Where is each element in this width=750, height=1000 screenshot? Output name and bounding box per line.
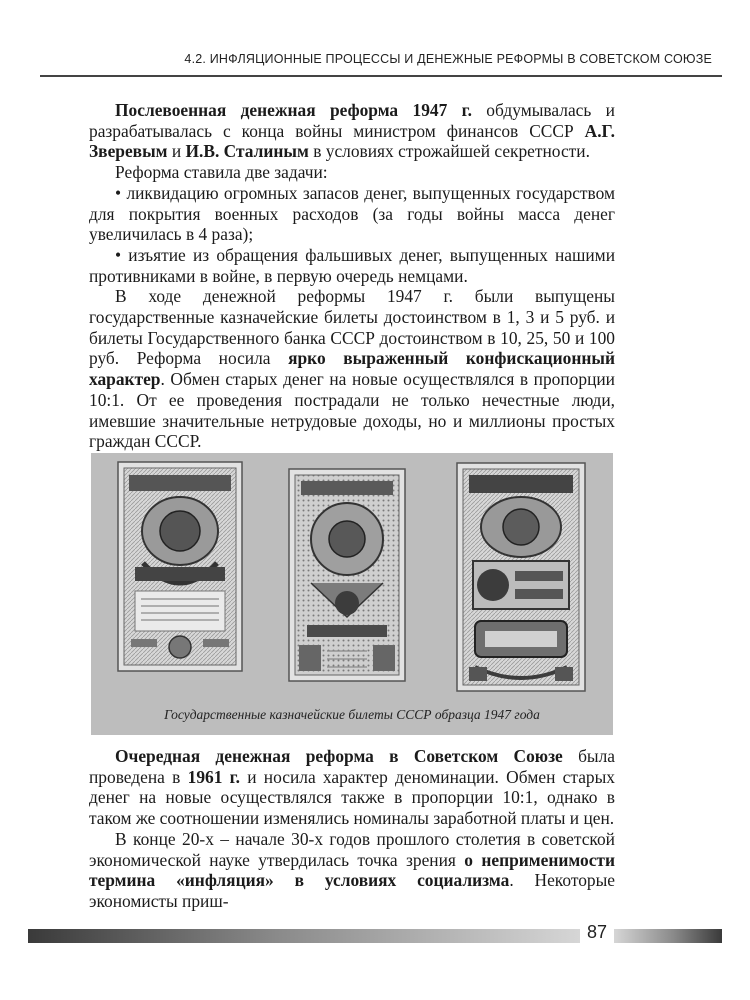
text-block-bottom	[89, 746, 615, 912]
paragraph-reform-1961	[89, 746, 615, 829]
text-run: и носила характер деноминации. Обмен старых денег на новые осуществлялся также в пропорции 10:1, однако в таком же соотношении изменялись номиналы заработной платы и цен.	[89, 766, 615, 829]
bold-phrase: А.Г. Зверевым	[89, 120, 615, 162]
page-number: 87	[586, 922, 608, 942]
bold-phrase: Послевоенная денежная реформа 1947 г.	[115, 100, 472, 120]
bold-phrase: ярко выраженный конфискационный характер	[89, 348, 615, 390]
banknotes-figure	[91, 453, 613, 735]
paragraph-inflation-term	[89, 829, 615, 912]
text-block-top	[89, 100, 615, 452]
footer-bar-right	[614, 929, 722, 943]
text-run: • изъятие из обращения фальшивых денег, выпущенных нашими противниками в войне, в первую очередь немцами.	[89, 244, 615, 286]
paragraph-banknotes	[89, 286, 615, 452]
text-run: и	[167, 141, 186, 162]
figure-caption: Государственные казначейские билеты СССР образца 1947 года	[164, 707, 540, 722]
text-run: обдумывалась и разрабатывалась с конца войны министром финансов СССР	[89, 100, 615, 141]
bold-phrase: И.В. Сталиным	[185, 141, 309, 162]
text-run: . Некоторые экономисты приш-	[89, 870, 615, 911]
bold-phrase: о неприменимости термина «инфляция» в условиях социализма	[89, 849, 615, 891]
paragraph-task-2	[89, 245, 615, 286]
text-run: Реформа ставила две задачи:	[115, 162, 328, 183]
text-run: • ликвидацию огромных запасов денег, выпущенных государством для покрытия военных расходов (за годы войны масса денег увеличилась в 4 раза);	[89, 182, 615, 245]
running-head: 4.2. ИНФЛЯЦИОННЫЕ ПРОЦЕССЫ И ДЕНЕЖНЫЕ РЕФОРМЫ В СОВЕТСКОМ СОЮЗЕ	[184, 52, 712, 66]
text-run: была проведена в	[89, 746, 615, 787]
paragraph-tasks	[89, 162, 615, 183]
header-rule	[40, 75, 722, 77]
paragraph-task-1	[89, 183, 615, 245]
text-run: . Обмен старых денег на новые осуществлялся в пропорции 10:1. От ее проведения пострадали не только нечестные люди, имевшие значительные нетрудовые доходы, но и миллионы простых граждан СССР.	[89, 369, 615, 452]
text-run: В конце 20-х – начале 30-х годов прошлого столетия в советской экономической науке утвердилась точка зрения	[89, 828, 615, 870]
banknote-5-rubles	[457, 463, 585, 691]
text-run: в условиях строжайшей секретности.	[308, 141, 590, 162]
paragraph-reform-1947	[89, 100, 615, 162]
banknotes-illustration	[91, 453, 613, 703]
banknote-1-ruble	[118, 462, 242, 671]
bold-phrase: Очередная денежная реформа в Советском Союзе	[115, 746, 563, 766]
text-run: В ходе денежной реформы 1947 г. были выпущены государственные казначейские билеты достоинством в 1, 3 и 5 руб. и билеты Государственного банка СССР достоинством в 10, 25, 50 и 100 руб. Реформа носила	[89, 286, 615, 369]
banknote-3-rubles	[289, 469, 405, 681]
footer-bar-left	[28, 929, 580, 943]
bold-phrase: 1961 г.	[187, 766, 240, 787]
